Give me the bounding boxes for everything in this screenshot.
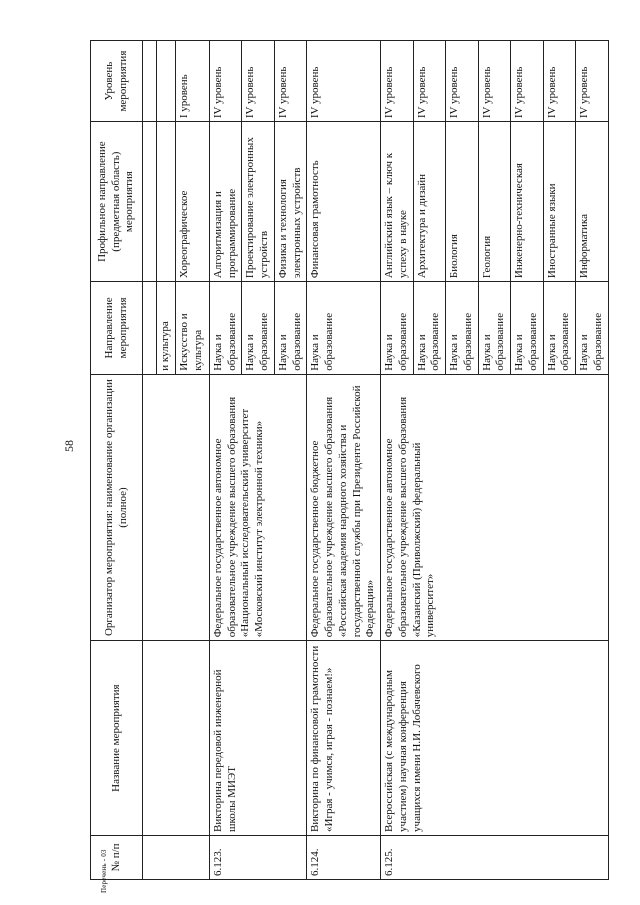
direction-cell — [143, 282, 157, 375]
direction-cell: Наука и образование — [209, 282, 242, 375]
profile-cell — [143, 122, 157, 282]
organizer-cell — [143, 374, 210, 641]
level-cell: IV уровень — [274, 41, 307, 122]
event-name: Викторина по финансовой грамотности «Играя - учимся, играя - познаем!» — [307, 641, 381, 836]
level-cell: IV уровень — [446, 41, 479, 122]
level-cell — [157, 41, 176, 122]
direction-cell: Наука и образование — [511, 282, 544, 375]
page-number: 58 — [62, 440, 76, 452]
level-cell: IV уровень — [242, 41, 275, 122]
profile-cell — [157, 122, 176, 282]
header-num: № п/п — [91, 835, 143, 879]
direction-cell: Наука и образование — [307, 282, 381, 375]
event-organizer: Федеральное государственное бюджетное образовательное учреждение высшего образования «Российская академия народного хозяйства и государственной службы при Президенте Российской Федерации» — [307, 374, 381, 641]
table-row — [307, 41, 381, 880]
direction-cell: Наука и образование — [576, 282, 609, 375]
level-cell: IV уровень — [413, 41, 446, 122]
direction-cell: и культура — [157, 282, 176, 375]
event-number: 6.124. — [307, 835, 381, 879]
profile-cell: Проектирование электронных устройств — [242, 122, 275, 282]
direction-cell: Наука и образование — [478, 282, 511, 375]
direction-cell: Наука и образование — [543, 282, 576, 375]
direction-cell: Наука и образование — [274, 282, 307, 375]
footer-note: Перечень - 03 — [100, 849, 108, 893]
direction-cell: Наука и образование — [242, 282, 275, 375]
level-cell: IV уровень — [478, 41, 511, 122]
table-row — [209, 41, 242, 880]
rotated-table-container — [90, 40, 604, 880]
level-cell: IV уровень — [307, 41, 381, 122]
direction-cell: Наука и образование — [381, 282, 414, 375]
level-cell — [143, 41, 157, 122]
profile-cell: Иностранные языки — [543, 122, 576, 282]
level-cell: IV уровень — [543, 41, 576, 122]
event-name: Викторина передовой инженерной школы МИЭТ — [209, 641, 307, 836]
header-profile: Профильное направление (предметная область) мероприятия — [91, 122, 143, 282]
level-cell: I уровень — [175, 41, 209, 122]
profile-cell: Геология — [478, 122, 511, 282]
level-cell: IV уровень — [381, 41, 414, 122]
profile-cell: Архитектура и дизайн — [413, 122, 446, 282]
name-cell — [143, 641, 210, 836]
profile-cell: Алгоритмизация и программирование — [209, 122, 242, 282]
profile-cell: Биология — [446, 122, 479, 282]
level-cell: IV уровень — [209, 41, 242, 122]
profile-cell: Инженерно-техническая — [511, 122, 544, 282]
direction-cell: Наука и образование — [446, 282, 479, 375]
num-cell — [143, 835, 210, 879]
header-level: Уровень мероприятия — [91, 41, 143, 122]
event-organizer: Федеральное государственное автономное образовательное учреждение высшего образования «Казанский (Приволжский) федеральный университет» — [381, 374, 609, 641]
profile-cell: Финансовая грамотность — [307, 122, 381, 282]
level-cell: IV уровень — [511, 41, 544, 122]
header-direction: Направление мероприятия — [91, 282, 143, 375]
profile-cell: Английский язык – ключ к успеху в науке — [381, 122, 414, 282]
profile-cell: Физика и технология электронных устройств — [274, 122, 307, 282]
event-number: 6.125. — [381, 835, 609, 879]
event-organizer: Федеральное государственное автономное образовательное учреждение высшего образования «Национальный исследовательский университет «Московский институт электронной техники» — [209, 374, 307, 641]
events-table — [90, 40, 609, 880]
level-cell: IV уровень — [576, 41, 609, 122]
header-row — [91, 41, 143, 880]
direction-cell: Искусство и культура — [175, 282, 209, 375]
event-name: Всероссийская (с международным участием) научная конференция учащихся имени Н.И. Лобачевского — [381, 641, 609, 836]
event-number: 6.123. — [209, 835, 307, 879]
table-row — [381, 41, 414, 880]
header-organizer: Организатор мероприятия: наименование организации (полное) — [91, 374, 143, 641]
table-row — [143, 41, 157, 880]
header-name: Название мероприятия — [91, 641, 143, 836]
direction-cell: Наука и образование — [413, 282, 446, 375]
profile-cell: Хореографическое — [175, 122, 209, 282]
profile-cell: Информатика — [576, 122, 609, 282]
